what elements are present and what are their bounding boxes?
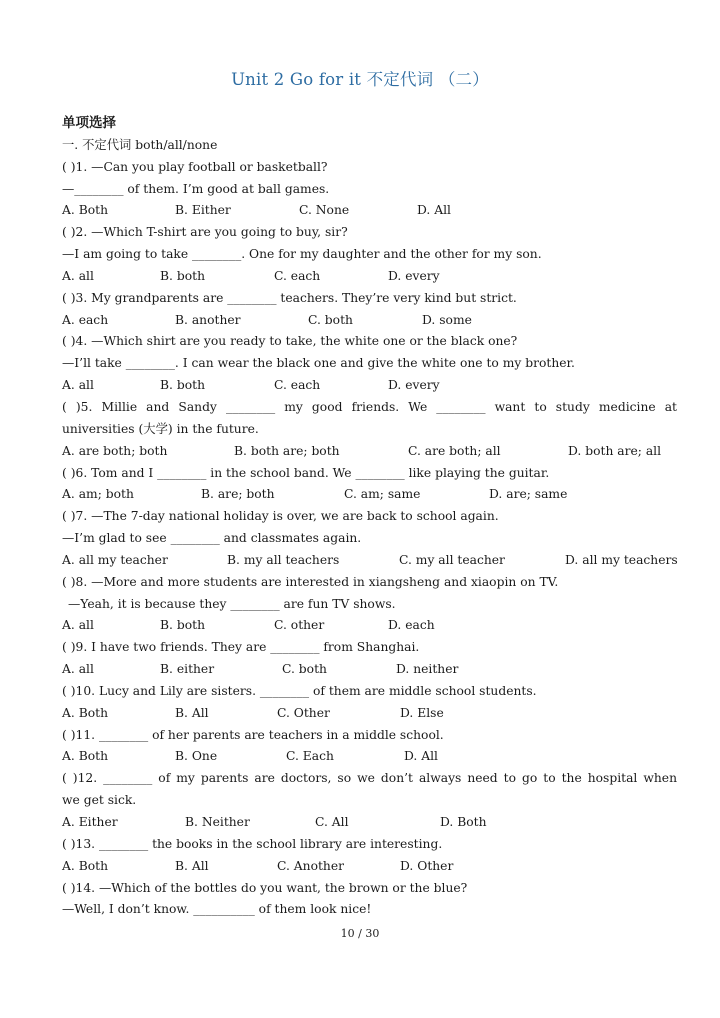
- page-title: Unit 2 Go for it 不定代词 （二）: [231, 70, 489, 89]
- option-c: C. Other: [277, 705, 330, 720]
- option-d: D. both are; all: [568, 443, 662, 458]
- question-stem: ( )9. I have two friends. They are ________ from Shanghai.: [62, 640, 420, 655]
- question-stem: ( )2. —Which T-shirt are you going to buy, sir?: [62, 225, 348, 240]
- option-a: A. all: [62, 268, 94, 283]
- option-d: D. All: [417, 203, 451, 218]
- option-d: D. every: [388, 378, 440, 393]
- answer-options: [62, 746, 677, 768]
- answer-options: [62, 266, 677, 288]
- option-a: A. all: [62, 378, 94, 393]
- option-d: D. All: [404, 749, 438, 764]
- option-a: A. all: [62, 662, 94, 677]
- question-list: [62, 157, 677, 922]
- option-d: D. all my teachers: [565, 552, 678, 567]
- option-d: D. Else: [400, 705, 444, 720]
- option-a: A. Both: [62, 749, 108, 764]
- option-d: D. Other: [400, 858, 454, 873]
- option-c: C. both: [308, 312, 353, 327]
- option-d: D. every: [388, 268, 440, 283]
- question-stem: ( )14. —Which of the bottles do you want, the brown or the blue?: [62, 880, 468, 895]
- question-stem: ( )13. ________ the books in the school library are interesting.: [62, 836, 443, 851]
- option-c: C. both: [282, 662, 327, 677]
- option-b: B. both: [160, 618, 205, 633]
- answer-options: [62, 375, 677, 397]
- option-b: B. both: [160, 378, 205, 393]
- option-c: C. Another: [277, 858, 345, 873]
- question-stem: ( )12. ________ of my parents are doctors, so we don’t always need to go to the hospital when: [62, 771, 677, 786]
- option-c: C. each: [274, 378, 321, 393]
- option-b: B. are; both: [201, 487, 275, 502]
- option-a: A. each: [62, 312, 109, 327]
- answer-options: [62, 659, 677, 681]
- option-a: A. are both; both: [62, 443, 168, 458]
- option-b: B. either: [160, 662, 215, 677]
- option-a: A. all: [62, 618, 94, 633]
- option-b: B. both: [160, 268, 205, 283]
- option-c: C. are both; all: [408, 443, 501, 458]
- page-number: 10 / 30: [340, 927, 380, 940]
- option-d: D. Both: [440, 815, 487, 829]
- option-d: D. some: [422, 312, 472, 327]
- question-stem: ( )10. Lucy and Lily are sisters. ________ of them are middle school students.: [62, 683, 537, 698]
- question-stem: ( )1. —Can you play football or basketball?: [62, 159, 328, 174]
- option-d: D. each: [388, 618, 435, 633]
- question-stem: ( )4. —Which shirt are you ready to take, the white one or the black one?: [62, 334, 518, 349]
- answer-options: [62, 615, 677, 637]
- question-line: —Yeah, it is because they ________ are fun TV shows.: [68, 596, 396, 611]
- question-stem: ( )5. Millie and Sandy ________ my good friends. We ________ want to study medicine at: [62, 399, 677, 414]
- option-b: B. One: [175, 749, 218, 764]
- question-line: —I am going to take ________. One for my daughter and the other for my son.: [62, 247, 542, 262]
- answer-options: [62, 703, 677, 725]
- option-c: C. each: [274, 268, 321, 283]
- option-c: C. other: [274, 618, 325, 633]
- option-c: C. None: [299, 203, 350, 218]
- option-a: A. Both: [62, 858, 108, 873]
- option-b: B. All: [175, 705, 209, 720]
- option-a: A. Both: [62, 705, 108, 720]
- subsection-heading: 一. 不定代词 both/all/none: [62, 137, 218, 152]
- option-b: B. All: [175, 858, 209, 873]
- option-c: C. am; same: [344, 487, 421, 502]
- option-c: C. All: [315, 815, 349, 829]
- option-b: B. Either: [175, 203, 231, 218]
- exercise-body: [62, 113, 677, 921]
- question-stem: ( )3. My grandparents are ________ teachers. They’re very kind but strict.: [62, 290, 517, 305]
- question-line: —I’ll take ________. I can wear the black one and give the white one to my brother.: [62, 356, 575, 371]
- option-d: D. neither: [396, 662, 459, 677]
- option-b: B. both are; both: [234, 443, 340, 458]
- question-line: —Well, I don’t know. __________ of them look nice!: [62, 902, 372, 917]
- question-line: —________ of them. I’m good at ball games.: [62, 181, 330, 196]
- option-a: A. all my teacher: [62, 552, 168, 567]
- option-a: A. Both: [62, 203, 108, 218]
- option-c: C. Each: [286, 749, 334, 764]
- answer-options: [62, 310, 677, 332]
- question-stem: ( )7. —The 7-day national holiday is over, we are back to school again.: [62, 509, 499, 524]
- question-line: universities (大学) in the future.: [62, 421, 259, 436]
- question-stem: ( )6. Tom and I ________ in the school band. We ________ like playing the guitar.: [62, 465, 550, 480]
- section-heading: 单项选择: [62, 115, 116, 131]
- answer-options: [62, 812, 677, 834]
- answer-options: [62, 441, 677, 463]
- question-line: —I’m glad to see ________ and classmates again.: [62, 531, 362, 546]
- question-line: we get sick.: [62, 793, 137, 808]
- option-b: B. Neither: [185, 815, 250, 829]
- option-c: C. my all teacher: [399, 552, 505, 567]
- option-a: A. am; both: [62, 487, 134, 502]
- option-b: B. my all teachers: [227, 552, 340, 567]
- answer-options: [62, 550, 677, 572]
- answer-options: [62, 200, 677, 222]
- question-stem: ( )11. ________ of her parents are teachers in a middle school.: [62, 727, 444, 742]
- option-a: A. Either: [62, 815, 118, 829]
- option-b: B. another: [175, 312, 241, 327]
- question-stem: ( )8. —More and more students are interested in xiangsheng and xiaopin on TV.: [62, 574, 559, 589]
- answer-options: [62, 484, 677, 506]
- answer-options: [62, 856, 677, 878]
- option-d: D. are; same: [489, 487, 568, 502]
